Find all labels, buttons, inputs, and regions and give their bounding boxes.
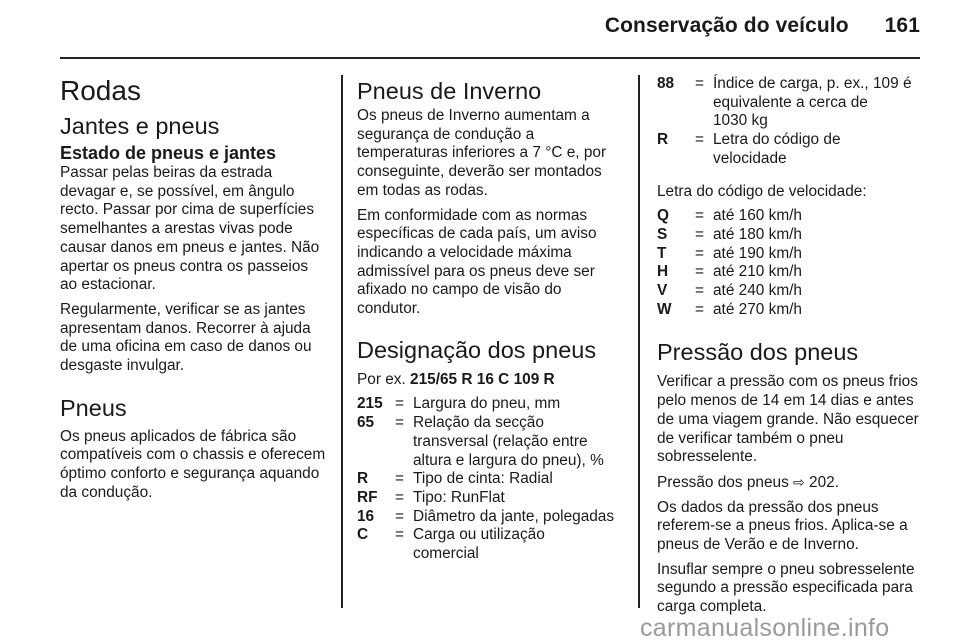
spec-eq: = (695, 244, 704, 262)
spec-key: 65 (357, 414, 375, 432)
spec-desc: até 270 km/h (713, 300, 802, 318)
spec-key: C (357, 526, 369, 544)
spec-eq: = (695, 131, 704, 149)
spec-key: 215 (357, 395, 383, 413)
spec-eq: = (695, 207, 704, 225)
paragraph: Os pneus de Inverno aumentam a segurança de condução a temperaturas inferiores a 7 °C e, por conseguinte, deverão ser montados em todas as rodas. (357, 107, 607, 199)
spec-eq: = (395, 395, 404, 413)
spec-row (657, 131, 927, 168)
spec-list (657, 75, 927, 169)
spec-desc: Tipo de cinta: Radial (413, 470, 553, 488)
spec-key: 16 (357, 507, 375, 525)
spec-eq: = (395, 414, 404, 432)
paragraph: Em conformidade com as normas específicas de cada país, um aviso indicando a velocidade máxima admissível para os pneus deve ser afixado no campo de visão do condutor. (357, 206, 597, 318)
paragraph: Insuflar sempre o pneu sobresselente segundo a pressão especificada para carga completa. (657, 560, 915, 616)
spec-row (357, 526, 625, 563)
paragraph: Verificar a pressão com os pneus frios pelo menos de 14 em 14 dias e antes de uma viagem grande. Não esquecer de verificar também o pneu sobresselente. (657, 373, 919, 466)
spec-row (657, 263, 927, 282)
spec-row (657, 301, 927, 320)
spec-eq: = (695, 282, 704, 300)
spec-key: R (357, 470, 369, 488)
spec-key: 88 (657, 75, 675, 92)
spec-row (657, 245, 927, 264)
spec-row (357, 508, 625, 527)
spec-key: RF (357, 488, 378, 506)
heading-designacao: Designação dos pneus (357, 336, 597, 363)
column-divider-1 (341, 75, 343, 608)
chapter-title: Conservação do veículo (604, 14, 849, 37)
spec-key: Q (657, 207, 669, 225)
spec-row (657, 226, 927, 245)
spec-key: V (657, 282, 668, 300)
example-prefix: Por ex. (357, 370, 411, 388)
spec-desc: até 190 km/h (713, 244, 802, 262)
spec-desc: até 240 km/h (713, 282, 802, 300)
spec-eq: = (695, 300, 704, 318)
spec-desc: Letra do código de velocidade (713, 131, 841, 167)
spec-row (657, 75, 927, 131)
paragraph: Os dados da pressão dos pneus referem-se a pneus frios. Aplica-se a pneus de Verão e de Inverno. (657, 498, 908, 554)
example-line (357, 371, 625, 390)
spec-desc: até 180 km/h (713, 225, 802, 243)
spec-key: W (657, 300, 672, 318)
spec-desc: Relação da secção transversal (relação entre altura e largura do pneu), % (413, 414, 604, 469)
spec-eq: = (695, 75, 704, 92)
example-code: 215/65 R 16 C 109 R (410, 370, 555, 388)
paragraph: Passar pelas beiras da estrada devagar e, se possível, em ângulo recto. Passar por cima de superfícies semelhantes a arestas vivas pode causar danos em pneus e jantes. Não apertar os pneus contra os passeios ao estacionar. (60, 164, 320, 294)
spec-desc: Largura do pneu, mm (413, 395, 561, 413)
spec-row (357, 414, 625, 470)
spec-desc: Tipo: RunFlat (413, 488, 505, 506)
ref-arrow-icon: ⇨ (793, 473, 805, 490)
spec-key: S (657, 225, 668, 243)
spec-row (357, 489, 625, 508)
spec-key: R (657, 131, 669, 149)
heading-pneus: Pneus (60, 394, 127, 421)
heading-estado: Estado de pneus e jantes (60, 143, 277, 163)
header-rule (60, 57, 920, 59)
spec-key: H (657, 263, 669, 281)
page-header (605, 14, 920, 38)
spec-desc: Diâmetro da jante, polegadas (413, 507, 615, 525)
paragraph: Regularmente, verificar se as jantes apresentam danos. Recorrer à ajuda de uma oficina em caso de danos ou desgaste invulgar. (60, 300, 312, 375)
spec-desc: até 160 km/h (713, 207, 802, 225)
spec-desc: até 210 km/h (713, 263, 802, 281)
speed-list (657, 207, 927, 319)
heading-pneus-inverno: Pneus de Inverno (357, 78, 542, 104)
spec-eq: = (395, 507, 404, 525)
speed-intro: Letra do código de velocidade: (657, 182, 867, 200)
spec-key: T (657, 244, 667, 262)
spec-row (657, 282, 927, 301)
watermark: carmanualsonline.info (640, 614, 890, 642)
column-1 (60, 75, 328, 509)
spec-desc: Carga ou utilização comercial (413, 526, 545, 563)
spec-eq: = (395, 488, 404, 506)
column-3 (657, 75, 927, 623)
subtitle-jantes-pneus: Jantes e pneus (60, 113, 220, 139)
spec-list (357, 395, 625, 563)
spec-row (357, 470, 625, 489)
spec-eq: = (695, 263, 704, 281)
spec-eq: = (395, 526, 404, 544)
pressure-reference[interactable] (657, 473, 927, 493)
paragraph: Os pneus aplicados de fábrica são compatíveis com o chassis e oferecem óptimo conforto e segurança aquando da condução. (60, 427, 326, 501)
heading-pressao: Pressão dos pneus (657, 339, 859, 366)
section-title-rodas: Rodas (60, 75, 141, 106)
column-divider-2 (638, 75, 640, 608)
spec-row (357, 395, 625, 414)
column-2 (357, 75, 625, 564)
reference-text: Pressão dos pneus (657, 473, 794, 491)
page-number: 161 (884, 14, 920, 37)
spec-row (657, 207, 927, 226)
spec-eq: = (695, 225, 704, 243)
reference-page[interactable]: 202. (804, 473, 840, 491)
spec-eq: = (395, 470, 404, 488)
spec-desc: Índice de carga, p. ex., 109 é equivalente a cerca de 1030 kg (713, 75, 912, 130)
